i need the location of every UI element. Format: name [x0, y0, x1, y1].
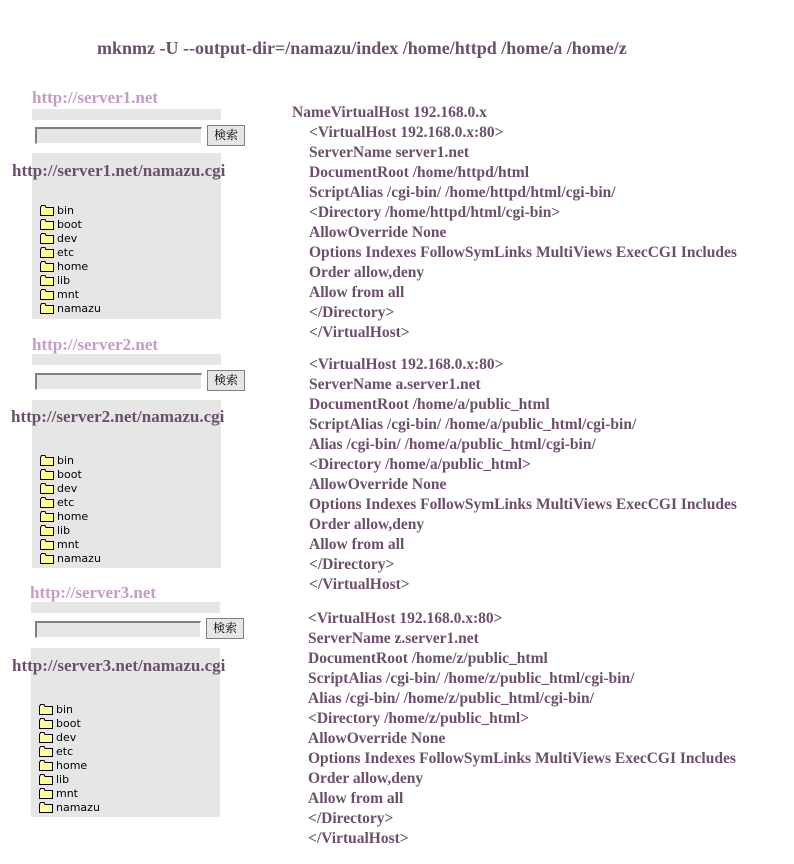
config-line: DocumentRoot /home/z/public_html — [308, 650, 548, 667]
folder-item[interactable] — [39, 772, 100, 786]
folder-label: mnt — [57, 537, 79, 551]
folder-item[interactable] — [40, 273, 101, 287]
config-line: </Directory> — [308, 810, 394, 827]
folder-icon — [40, 539, 54, 550]
config-line: </VirtualHost> — [308, 830, 409, 847]
folder-icon — [40, 525, 54, 536]
search-input[interactable] — [35, 373, 202, 390]
search-input[interactable] — [35, 127, 202, 144]
config-line: <Directory /home/z/public_html> — [308, 710, 530, 727]
config-line: ScriptAlias /cgi-bin/ /home/httpd/html/cgi-bin/ — [309, 184, 616, 201]
folder-label: lib — [57, 273, 71, 287]
folder-item[interactable] — [40, 509, 101, 523]
divider-bar — [32, 354, 221, 365]
folder-label: dev — [57, 481, 78, 495]
folder-item[interactable] — [39, 716, 100, 730]
folder-label: etc — [57, 245, 75, 259]
folder-label: home — [56, 758, 88, 772]
folder-icon — [40, 205, 54, 216]
config-line: Options Indexes FollowSymLinks MultiViews ExecCGI Includes — [309, 244, 737, 261]
directory-tree — [39, 702, 100, 814]
cgi-url-link[interactable]: http://server3.net/namazu.cgi — [12, 656, 226, 675]
folder-item[interactable] — [39, 786, 100, 800]
config-line: </Directory> — [309, 304, 395, 321]
folder-item[interactable] — [40, 231, 101, 245]
folder-icon — [40, 483, 54, 494]
folder-label: bin — [57, 453, 75, 467]
folder-item[interactable] — [40, 495, 101, 509]
server-url-link[interactable]: http://server3.net — [30, 583, 157, 602]
folder-label: mnt — [57, 287, 79, 301]
folder-item[interactable] — [40, 551, 101, 565]
folder-label: etc — [57, 495, 75, 509]
config-line: <VirtualHost 192.168.0.x:80> — [309, 356, 504, 373]
folder-icon — [39, 746, 53, 757]
cgi-url-link[interactable]: http://server1.net/namazu.cgi — [12, 161, 226, 180]
folder-label: bin — [57, 203, 75, 217]
config-line: Alias /cgi-bin/ /home/a/public_html/cgi-bin/ — [309, 436, 596, 453]
server-url-link[interactable]: http://server2.net — [32, 335, 159, 354]
config-line: Options Indexes FollowSymLinks MultiViews ExecCGI Includes — [309, 496, 737, 513]
config-line: ServerName z.server1.net — [308, 630, 479, 647]
folder-item[interactable] — [40, 467, 101, 481]
divider-bar — [31, 602, 220, 613]
folder-icon — [40, 469, 54, 480]
folder-icon — [40, 247, 54, 258]
folder-label: boot — [57, 217, 82, 231]
folder-item[interactable] — [40, 217, 101, 231]
config-line: <VirtualHost 192.168.0.x:80> — [308, 610, 503, 627]
folder-item[interactable] — [40, 453, 101, 467]
config-line: ServerName a.server1.net — [309, 376, 481, 393]
folder-item[interactable] — [40, 537, 101, 551]
folder-item[interactable] — [39, 702, 100, 716]
config-header: NameVirtualHost 192.168.0.x — [292, 104, 487, 121]
config-line: ServerName server1.net — [309, 144, 470, 161]
folder-label: lib — [57, 523, 71, 537]
folder-icon — [40, 289, 54, 300]
folder-label: bin — [56, 702, 74, 716]
cgi-url-link[interactable]: http://server2.net/namazu.cgi — [11, 407, 225, 426]
folder-item[interactable] — [40, 287, 101, 301]
folder-icon — [40, 219, 54, 230]
config-line: AllowOverride None — [309, 476, 447, 493]
folder-icon — [40, 233, 54, 244]
folder-item[interactable] — [39, 744, 100, 758]
folder-item[interactable] — [39, 800, 100, 814]
config-line: Allow from all — [309, 284, 405, 301]
folder-icon — [40, 303, 54, 314]
folder-label: etc — [56, 744, 74, 758]
config-line: </Directory> — [309, 556, 395, 573]
folder-icon — [40, 497, 54, 508]
folder-item[interactable] — [40, 203, 101, 217]
config-line: Allow from all — [309, 536, 405, 553]
directory-tree — [40, 203, 101, 315]
folder-label: lib — [56, 772, 70, 786]
config-line: Alias /cgi-bin/ /home/z/public_html/cgi-bin/ — [308, 690, 594, 707]
folder-icon — [39, 788, 53, 799]
folder-item[interactable] — [40, 245, 101, 259]
folder-item[interactable] — [40, 481, 101, 495]
config-line: Order allow,deny — [309, 516, 425, 533]
folder-label: mnt — [56, 786, 78, 800]
folder-icon — [40, 275, 54, 286]
folder-label: dev — [57, 231, 78, 245]
server-url-link[interactable]: http://server1.net — [32, 88, 159, 107]
directory-tree — [40, 453, 101, 565]
config-line: ScriptAlias /cgi-bin/ /home/z/public_html/cgi-bin/ — [308, 670, 635, 687]
config-line: AllowOverride None — [308, 730, 446, 747]
folder-item[interactable] — [40, 301, 101, 315]
folder-label: namazu — [56, 800, 100, 814]
folder-icon — [40, 511, 54, 522]
config-line: DocumentRoot /home/httpd/html — [309, 164, 530, 181]
search-button[interactable]: 検索 — [207, 125, 245, 146]
folder-icon — [40, 261, 54, 272]
folder-item[interactable] — [39, 758, 100, 772]
config-line: ScriptAlias /cgi-bin/ /home/a/public_html/cgi-bin/ — [309, 416, 637, 433]
config-line: Allow from all — [308, 790, 404, 807]
folder-icon — [40, 455, 54, 466]
folder-label: namazu — [57, 301, 101, 315]
folder-label: home — [57, 259, 89, 273]
divider-bar — [32, 109, 221, 120]
folder-icon — [39, 732, 53, 743]
folder-icon — [40, 553, 54, 564]
folder-item[interactable] — [39, 730, 100, 744]
folder-item[interactable] — [40, 259, 101, 273]
folder-item[interactable] — [40, 523, 101, 537]
search-button[interactable]: 検索 — [207, 370, 245, 391]
folder-icon — [39, 774, 53, 785]
config-line: Options Indexes FollowSymLinks MultiViews ExecCGI Includes — [308, 750, 736, 767]
search-button[interactable]: 検索 — [206, 618, 244, 639]
config-line: AllowOverride None — [309, 224, 447, 241]
folder-icon — [39, 802, 53, 813]
folder-label: home — [57, 509, 89, 523]
config-line: </VirtualHost> — [309, 324, 410, 341]
config-line: <VirtualHost 192.168.0.x:80> — [309, 124, 504, 141]
config-line: Order allow,deny — [309, 264, 425, 281]
folder-icon — [39, 718, 53, 729]
folder-label: namazu — [57, 551, 101, 565]
mknmz-command: mknmz -U --output-dir=/namazu/index /home/httpd /home/a /home/z — [97, 38, 627, 58]
folder-icon — [39, 760, 53, 771]
config-line: DocumentRoot /home/a/public_html — [309, 396, 550, 413]
config-line: </VirtualHost> — [309, 576, 410, 593]
search-input[interactable] — [35, 621, 201, 638]
folder-label: dev — [56, 730, 77, 744]
config-line: <Directory /home/a/public_html> — [309, 456, 531, 473]
folder-icon — [39, 704, 53, 715]
folder-label: boot — [56, 716, 81, 730]
folder-label: boot — [57, 467, 82, 481]
config-line: <Directory /home/httpd/html/cgi-bin> — [309, 204, 561, 221]
config-line: Order allow,deny — [308, 770, 424, 787]
